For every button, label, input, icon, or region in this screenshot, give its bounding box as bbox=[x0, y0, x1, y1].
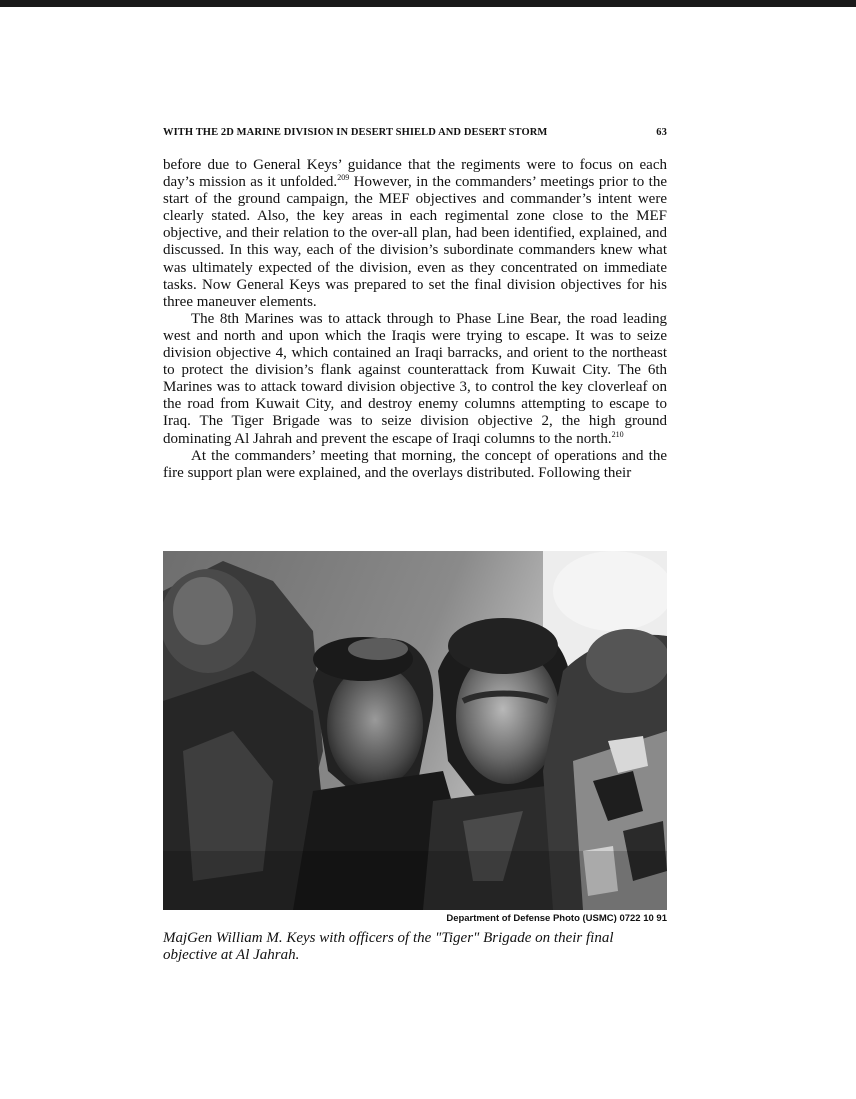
paragraph-3: At the commanders’ meeting that morning, the concept of operations and the fire support plan were explained, and the overlays distributed. Following their bbox=[163, 447, 667, 481]
paragraph-1-text-a: before due to General Keys’ guidance that the regiments were to focus on each day’s mission as it unfolded. bbox=[163, 157, 667, 191]
top-border-rule bbox=[0, 0, 856, 7]
photograph-officers bbox=[163, 551, 667, 910]
body-text bbox=[163, 157, 667, 482]
running-title: WITH THE 2D MARINE DIVISION IN DESERT SHIELD AND DESERT STORM bbox=[163, 127, 548, 138]
paragraph-2-text: The 8th Marines was to attack through to Phase Line Bear, the road leading west and north and upon which the Iraqis were trying to escape. It was to seize division objective 4, which contained an Iraqi barracks, and orient to the northeast to protect the division’s flank against counterattack from Kuwait City. The 6th Marines was to attack toward division objective 3, to control the key cloverleaf on the road from Kuwait City, and destroy enemy columns attempting to escape to Iraq. The Tiger Brigade was to seize division objective 2, the high ground dominating Al Jahrah and prevent the escape of Iraqi columns to the north. bbox=[163, 310, 667, 447]
paragraph-1-text-b: However, in the commanders’ meetings prior to the start of the ground campaign, the MEF objectives and commander’s intent were clearly stated. Also, the key areas in each regimental zone close to the MEF objective, and their relation to the over-all plan, had been identified, explained, and discussed. In this way, each of the division’s subordinate commanders knew what was ultimately expected of the division, even as they concentrated on immediate tasks. Now General Keys was prepared to set the final division objectives for his three maneuver elements. bbox=[163, 174, 667, 310]
footnote-ref-210: 210 bbox=[611, 429, 624, 439]
page-number: 63 bbox=[656, 127, 667, 138]
footnote-ref-209: 209 bbox=[337, 173, 350, 183]
photo-image bbox=[163, 551, 667, 910]
photo-credit: Department of Defense Photo (USMC) 0722 10 91 bbox=[446, 913, 667, 924]
photo-caption: MajGen William M. Keys with officers of the "Tiger" Brigade on their final objective at Al Jahrah. bbox=[163, 930, 614, 963]
paragraph-2 bbox=[163, 311, 667, 448]
paragraph-1 bbox=[163, 157, 667, 311]
